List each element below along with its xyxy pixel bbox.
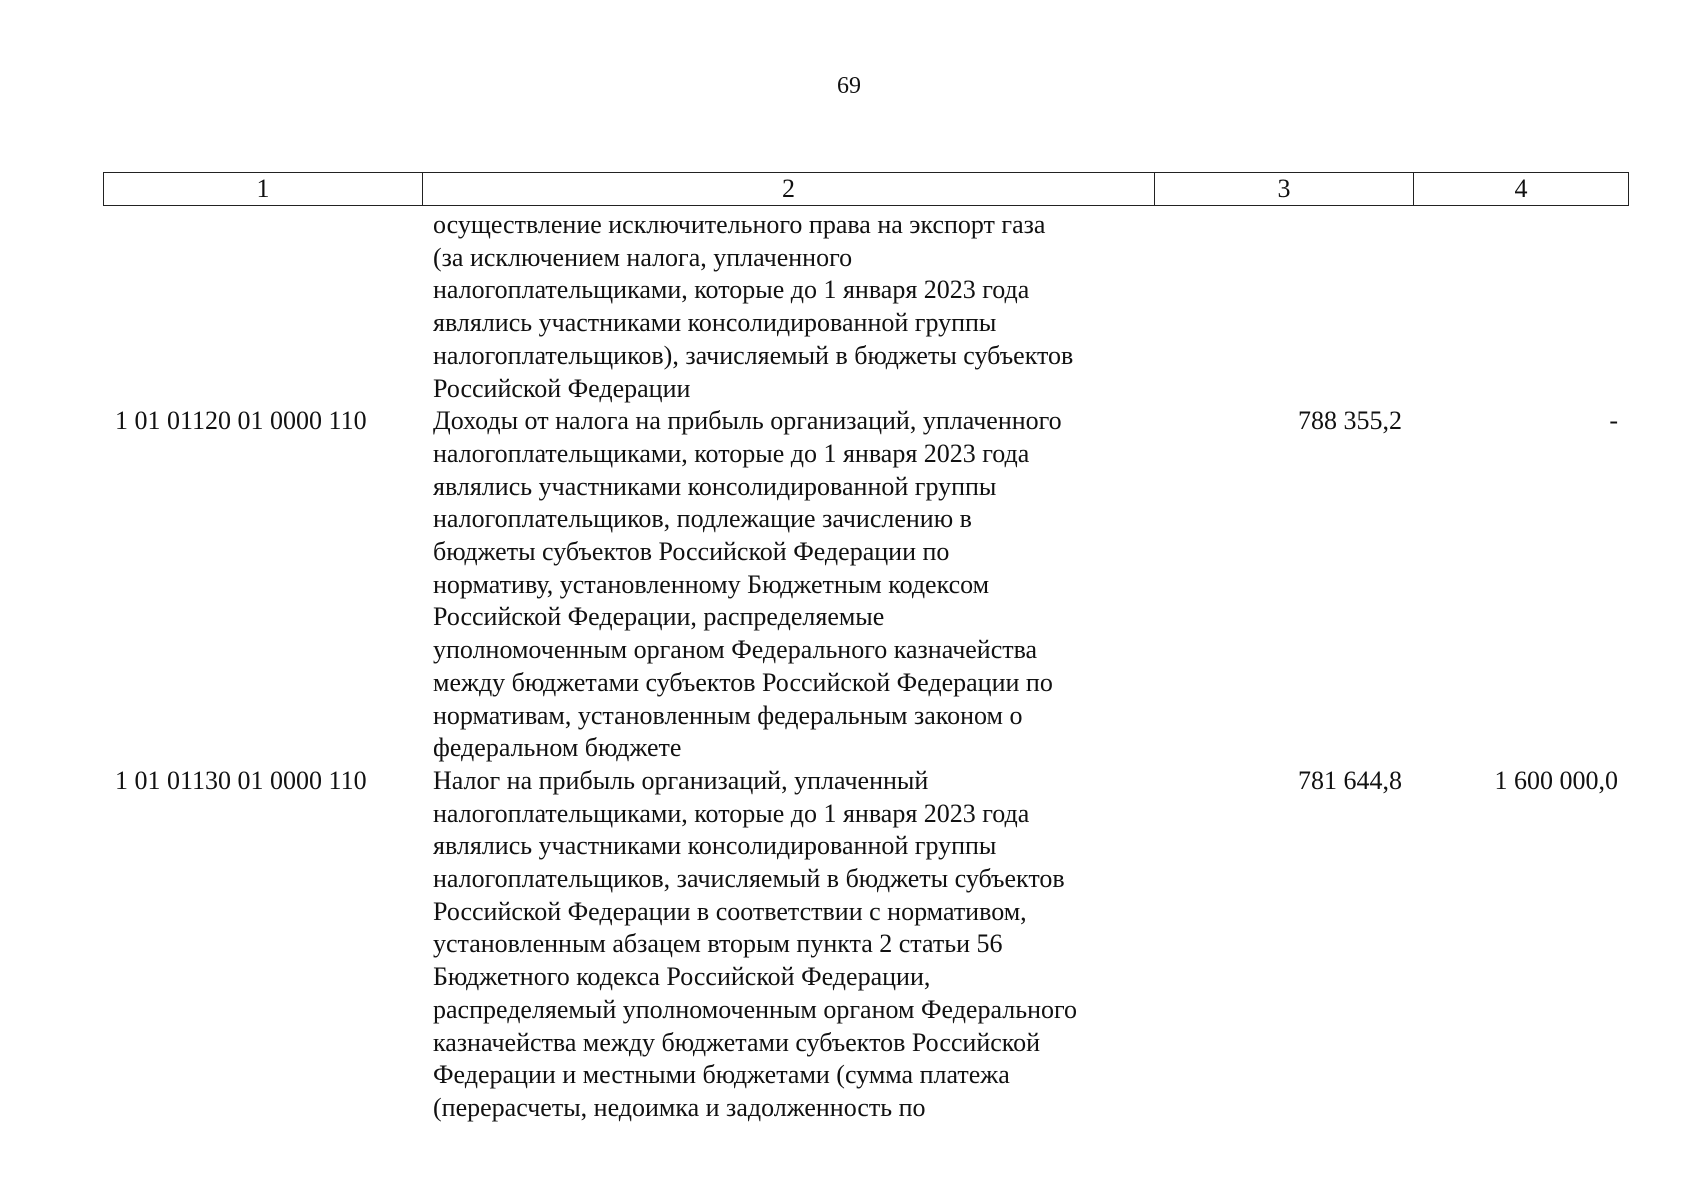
revenue-code: 1 01 01120 01 0000 110 bbox=[115, 406, 367, 436]
description-line: налогоплательщиками, которые до 1 января 2023 года bbox=[433, 275, 1030, 305]
amount-column-3 bbox=[1154, 209, 1413, 405]
table-row bbox=[103, 405, 1629, 765]
description-line: Российской Федерации, распределяемые bbox=[433, 602, 885, 632]
description-line: налогоплательщиков), зачисляемый в бюджеты субъектов bbox=[433, 340, 1074, 370]
description-line: бюджеты субъектов Российской Федерации по bbox=[433, 537, 950, 567]
description-line: Российской Федерации в соответствии с нормативом, bbox=[433, 896, 1027, 926]
amount-column-4: 1 600 000,0 bbox=[1494, 765, 1618, 795]
table-header-cell-3: 3 bbox=[1155, 173, 1414, 205]
table-row bbox=[103, 209, 1629, 405]
description-line: являлись участниками консолидированной группы bbox=[433, 831, 997, 861]
description-line: Бюджетного кодекса Российской Федерации, bbox=[433, 962, 931, 992]
amount-column-4: - bbox=[1609, 406, 1618, 436]
table-header-row bbox=[103, 172, 1629, 206]
description-line: распределяемый уполномоченным органом Федерального bbox=[433, 994, 1077, 1024]
revenue-description bbox=[422, 405, 1154, 765]
table-row bbox=[103, 765, 1629, 1125]
description-line: федеральном бюджете bbox=[433, 733, 682, 763]
table-header-cell-4: 4 bbox=[1514, 174, 1528, 203]
table-header-cell-2: 2 bbox=[423, 173, 1155, 205]
page-number: 69 bbox=[837, 73, 861, 99]
revenue-code bbox=[103, 209, 422, 405]
description-line: нормативу, установленному Бюджетным кодексом bbox=[433, 569, 990, 599]
amount-column-3: 788 355,2 bbox=[1298, 406, 1402, 436]
description-line: установленным абзацем вторым пункта 2 статьи 56 bbox=[433, 929, 1003, 959]
description-line: налогоплательщиков, подлежащие зачислению в bbox=[433, 504, 972, 534]
revenue-description bbox=[422, 765, 1154, 1125]
description-line: (за исключением налога, уплаченного bbox=[433, 242, 853, 272]
description-line: нормативам, установленным федеральным законом о bbox=[433, 700, 1023, 730]
description-line: налогоплательщиками, которые до 1 января 2023 года bbox=[433, 438, 1030, 468]
description-line: (перерасчеты, недоимка и задолженность по bbox=[433, 1092, 926, 1122]
revenue-code: 1 01 01130 01 0000 110 bbox=[115, 765, 367, 795]
description-line: между бюджетами субъектов Российской Федерации по bbox=[433, 667, 1053, 697]
description-line: налогоплательщиков, зачисляемый в бюджеты субъектов bbox=[433, 864, 1065, 894]
revenue-description bbox=[422, 209, 1154, 405]
description-line: казначейства между бюджетами субъектов Российской bbox=[433, 1027, 1041, 1057]
description-line: уполномоченным органом Федерального казначейства bbox=[433, 635, 1038, 665]
description-line: налогоплательщиками, которые до 1 января 2023 года bbox=[433, 798, 1030, 828]
amount-column-4 bbox=[1413, 209, 1629, 405]
amount-column-3: 781 644,8 bbox=[1298, 765, 1402, 795]
description-line: осуществление исключительного права на экспорт газа bbox=[433, 210, 1046, 239]
description-line: Федерации и местными бюджетами (сумма платежа bbox=[433, 1060, 1010, 1090]
table-body bbox=[103, 209, 1629, 1125]
description-line: являлись участниками консолидированной группы bbox=[433, 471, 997, 501]
description-line: Налог на прибыль организаций, уплаченный bbox=[433, 765, 929, 795]
table-header-cell-1: 1 bbox=[104, 173, 423, 205]
description-line: являлись участниками консолидированной группы bbox=[433, 308, 997, 338]
description-line: Доходы от налога на прибыль организаций, уплаченного bbox=[433, 406, 1062, 436]
description-line: Российской Федерации bbox=[433, 373, 691, 403]
